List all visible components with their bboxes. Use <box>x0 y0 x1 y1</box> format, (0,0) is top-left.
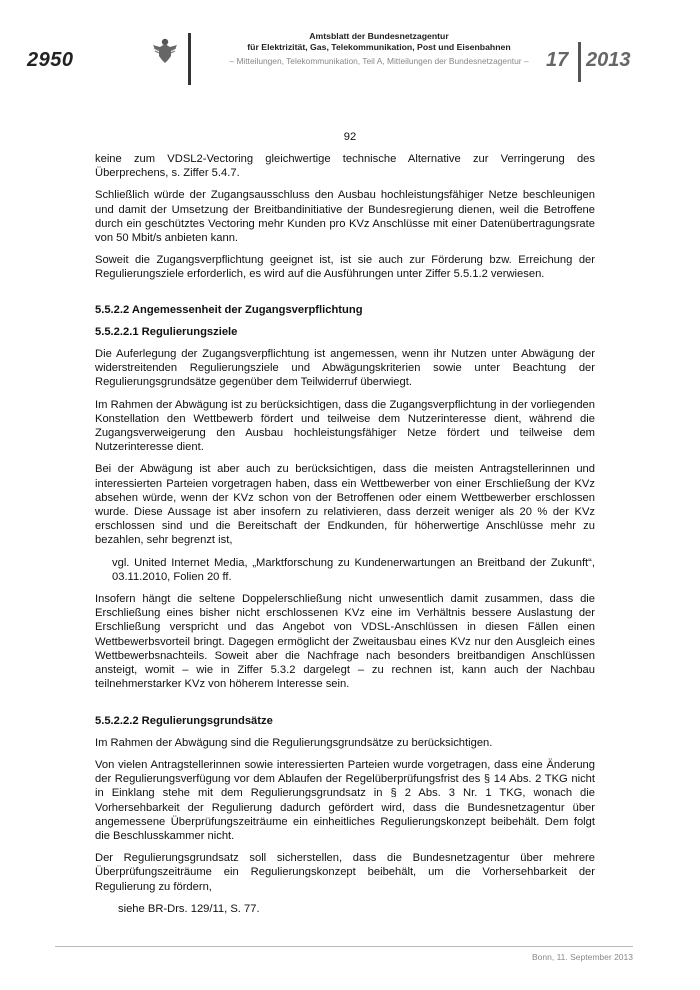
issue-number: 17 <box>546 49 569 71</box>
journal-subtitle: – Mitteilungen, Telekommunikation, Teil A, Mitteilungen der Bundesnetzagentur – <box>229 56 529 66</box>
journal-title <box>196 31 562 52</box>
issue-page-number: 2950 <box>27 49 74 71</box>
issue-divider <box>578 42 581 82</box>
footer-date: Bonn, 11. September 2013 <box>532 952 633 962</box>
section-heading: 5.5.2.2.1 Regulierungsziele <box>95 325 238 338</box>
paragraph: Der Regulierungsgrundsatz soll sicherstellen, dass die Bundesnetzagentur über mehrere Überprüfungszeiträume ein Regulierungskonzept beibehält, um die Vorhersehbarkeit der Regulierung zu fördern, <box>95 852 595 893</box>
issue-year: 2013 <box>586 49 631 71</box>
journal-title-line1: Amtsblatt der Bundesnetzagentur <box>309 31 449 41</box>
journal-title-line2: für Elektrizität, Gas, Telekommunikation, Post und Eisenbahnen <box>247 41 511 52</box>
federal-eagle-icon <box>150 36 180 66</box>
footer-divider <box>55 946 633 947</box>
paragraph: Soweit die Zugangsverpflichtung geeignet ist, ist sie auch zur Förderung bzw. Erreichung der Regulierungsziele erforderlich, es wird auf die Ausführungen unter Ziffer 5.5.1.2 verwiesen. <box>95 254 595 281</box>
document-body <box>95 152 595 924</box>
paragraph: Im Rahmen der Abwägung ist zu berücksichtigen, dass die Zugangsverpflichtung in der vorliegenden Konstellation den Wettbewerb fördert und teilweise dem Nutzerinteresse dient, während die Zugangsverweigerung den Ausbau hochleistungsfähiger Netze fördert und teilweise dem Nutzerinteresse dient. <box>95 398 595 454</box>
section-heading: 5.5.2.2.2 Regulierungsgrundsätze <box>95 714 273 727</box>
paragraph: Die Auferlegung der Zugangsverpflichtung ist angemessen, wenn ihr Nutzen unter Abwägung der widerstreitenden Regulierungsziele und Abwägungskriterien sowie unter Beachtung der Regulierungsgrundsätze gegenüber dem Teilwiderruf überwiegt. <box>95 348 595 389</box>
paragraph: keine zum VDSL2-Vectoring gleichwertige technische Alternative zur Verringerung des Überprechens, s. Ziffer 5.4.7. <box>95 153 595 180</box>
paragraph: Von vielen Antragstellerinnen sowie interessierten Parteien wurde vorgetragen, dass eine Änderung der Regulierungsverfügung vor dem Ablaufen der Regelüberprüfungsfrist des § 14 Abs. 2 TKG nicht in Einklang stehe mit dem Regulierungsgrundsatz in § 2 Abs. 3 Nr. 1 TKG, wonach die Vorhersehbarkeit der Regulierung dadurch gefördert wird, dass die Bundesnetzagentur über angemessene Überprüfungszeiträume ein einheitliches Regulierungskonzept beibehält. Dem folgt die Beschlusskammer nicht. <box>95 758 595 842</box>
document-page-number: 92 <box>343 131 357 143</box>
paragraph: Schließlich würde der Zugangsausschluss den Ausbau hochleistungsfähiger Netze beschleunigen und damit der Umsetzung der Breitbandinitiative der Bundesregierung dienen, weil die Betroffene durch ein geschütztes Vectoring mehr Kunden pro KVz Anschlüsse mit einer Datenübertragungsrate von 50 Mbit/s anbieten kann. <box>95 189 595 245</box>
citation: vgl. United Internet Media, „Marktforschung zu Kundenerwartungen an Breitband der Zukunft“, 03.11.2010, Folien 20 ff. <box>112 556 595 583</box>
paragraph: Bei der Abwägung ist aber auch zu berücksichtigen, dass die meisten Antragstellerinnen und interessierten Parteien vorgetragen haben, dass ein Wettbewerber von einer Erschließung der KVz absehen würde, wenn der KVz schon von der Betroffenen oder einem Wettbewerber erschlossen wurde. Diese Aussage ist aber insofern zu relativieren, dass derzeit weniger als 20 % der KVz erschlossen sind und die Bereitschaft der Endkunden, für höherwertige Anschlüsse mehr zu bezahlen, sehr begrenzt ist, <box>95 463 595 547</box>
section-heading: 5.5.2.2 Angemessenheit der Zugangsverpflichtung <box>95 303 363 316</box>
citation: siehe BR-Drs. 129/11, S. 77. <box>118 902 260 915</box>
header-divider <box>188 33 191 85</box>
paragraph: Im Rahmen der Abwägung sind die Regulierungsgrundsätze zu berücksichtigen. <box>95 736 493 749</box>
paragraph: Insofern hängt die seltene Doppelerschließung nicht unwesentlich damit zusammen, dass die Erschließung eines bisher nicht erschlossenen KVz eine im Verhältnis bessere Auslastung der Erschließung verspricht und das Angebot von VDSL-Anschlüssen in diesen Fällen einen Wettbewerbsvorteil bringt. Dagegen ermöglicht der Zweitausbau eines KVz nur den Ausgleich eines Wettbewerbsnachteils. Soweit aber die Nachfrage nach besonders breitbandigen Anschlüssen ansteigt, womit – wie in Ziffer 5.3.2 dargelegt – zu rechnen ist, kann auch der Nachbau teilnehmerstarker KVz von höherem Interesse sein. <box>95 593 595 691</box>
